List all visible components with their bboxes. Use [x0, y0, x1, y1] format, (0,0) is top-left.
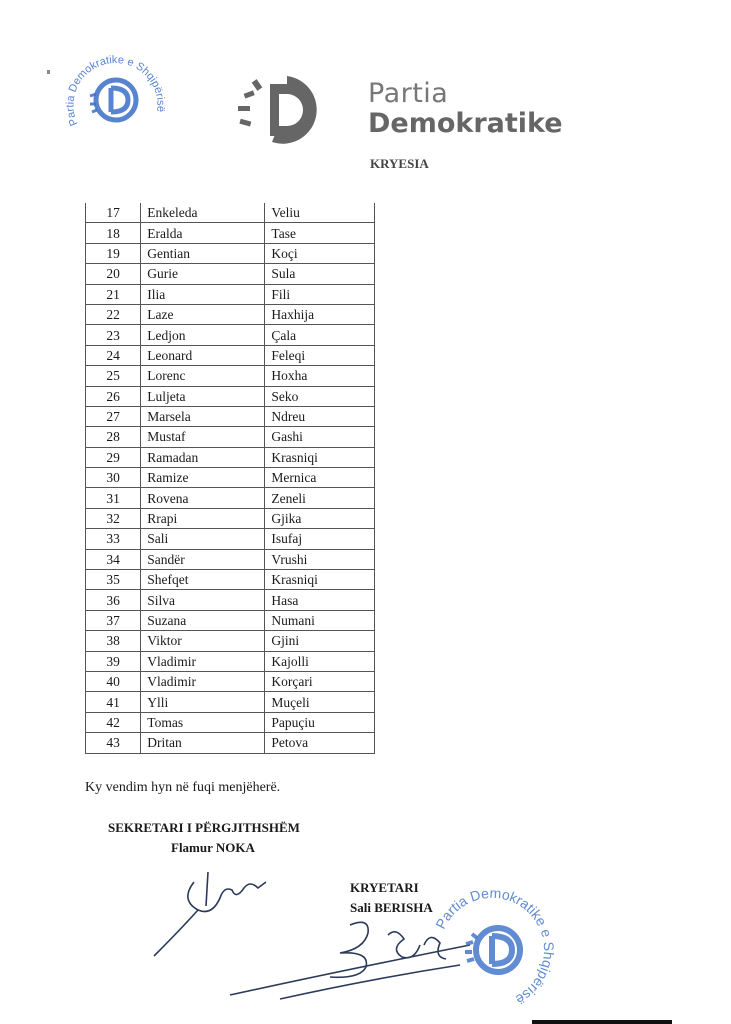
table-row	[86, 692, 375, 712]
row-number: 41	[86, 692, 141, 712]
table-row	[86, 366, 375, 386]
secretary-name: Flamur NOKA	[171, 840, 255, 855]
row-number: 17	[86, 203, 141, 223]
table-row	[86, 712, 375, 732]
row-number: 30	[86, 468, 141, 488]
row-number: 32	[86, 508, 141, 528]
row-number: 40	[86, 671, 141, 691]
first-name-cell: Lorenc	[141, 366, 265, 386]
last-name-cell: Veliu	[265, 203, 375, 223]
last-name-cell: Tase	[265, 223, 375, 243]
last-name-cell: Ndreu	[265, 406, 375, 426]
last-name-cell: Seko	[265, 386, 375, 406]
brand-name-line1: Partia	[368, 78, 449, 109]
first-name-cell: Ramadan	[141, 447, 265, 467]
first-name-cell: Laze	[141, 304, 265, 324]
table-row	[86, 447, 375, 467]
stamp-top-text: Partia Demokratike e Shqipërisë	[64, 53, 167, 128]
first-name-cell: Sali	[141, 529, 265, 549]
first-name-cell: Leonard	[141, 345, 265, 365]
row-number: 34	[86, 549, 141, 569]
last-name-cell: Gashi	[265, 427, 375, 447]
party-logo-icon	[232, 70, 332, 150]
table-row	[86, 264, 375, 284]
table-row	[86, 345, 375, 365]
table-row	[86, 406, 375, 426]
last-name-cell: Isufaj	[265, 529, 375, 549]
row-number: 19	[86, 243, 141, 263]
first-name-cell: Marsela	[141, 406, 265, 426]
last-name-cell: Muçeli	[265, 692, 375, 712]
scan-artifact-bar	[532, 1020, 672, 1024]
brand-name-line2: Demokratike	[368, 108, 563, 139]
row-number: 18	[86, 223, 141, 243]
first-name-cell: Ylli	[141, 692, 265, 712]
row-number: 22	[86, 304, 141, 324]
first-name-cell: Suzana	[141, 610, 265, 630]
row-number: 27	[86, 406, 141, 426]
last-name-cell: Gjini	[265, 631, 375, 651]
row-number: 39	[86, 651, 141, 671]
last-name-cell: Numani	[265, 610, 375, 630]
table-row	[86, 570, 375, 590]
decision-statement: Ky vendim hyn në fuqi menjëherë.	[85, 780, 281, 795]
table-row	[86, 203, 375, 223]
first-name-cell: Mustaf	[141, 427, 265, 447]
last-name-cell: Kajolli	[265, 651, 375, 671]
table-row	[86, 223, 375, 243]
last-name-cell: Gjika	[265, 508, 375, 528]
first-name-cell: Rovena	[141, 488, 265, 508]
first-name-cell: Rrapi	[141, 508, 265, 528]
first-name-cell: Gentian	[141, 243, 265, 263]
first-name-cell: Dritan	[141, 733, 265, 753]
first-name-cell: Ramize	[141, 468, 265, 488]
first-name-cell: Luljeta	[141, 386, 265, 406]
table-row	[86, 386, 375, 406]
stamp-top-icon	[56, 28, 174, 158]
first-name-cell: Tomas	[141, 712, 265, 732]
first-name-cell: Ledjon	[141, 325, 265, 345]
row-number: 36	[86, 590, 141, 610]
row-number: 21	[86, 284, 141, 304]
row-number: 24	[86, 345, 141, 365]
last-name-cell: Hasa	[265, 590, 375, 610]
table-row	[86, 427, 375, 447]
table-row	[86, 651, 375, 671]
chairman-name: Sali BERISHA	[350, 900, 433, 915]
row-number: 28	[86, 427, 141, 447]
table-row	[86, 508, 375, 528]
row-number: 23	[86, 325, 141, 345]
row-number: 29	[86, 447, 141, 467]
document-subtitle: KRYESIA	[370, 156, 429, 171]
secretary-title: SEKRETARI I PËRGJITHSHËM	[108, 820, 300, 835]
row-number: 42	[86, 712, 141, 732]
last-name-cell: Krasniqi	[265, 570, 375, 590]
table-row	[86, 671, 375, 691]
first-name-cell: Enkeleda	[141, 203, 265, 223]
first-name-cell: Shefqet	[141, 570, 265, 590]
last-name-cell: Korçari	[265, 671, 375, 691]
first-name-cell: Vladimir	[141, 651, 265, 671]
last-name-cell: Koçi	[265, 243, 375, 263]
row-number: 37	[86, 610, 141, 630]
last-name-cell: Fili	[265, 284, 375, 304]
scan-artifact	[47, 70, 50, 74]
table-row	[86, 733, 375, 753]
stamp-bottom-text: Partia Demokratike e Shqipërisë	[432, 884, 558, 1009]
last-name-cell: Çala	[265, 325, 375, 345]
table-row	[86, 488, 375, 508]
table-row	[86, 468, 375, 488]
first-name-cell: Eralda	[141, 223, 265, 243]
last-name-cell: Mernica	[265, 468, 375, 488]
table-row	[86, 610, 375, 630]
table-row	[86, 590, 375, 610]
first-name-cell: Gurie	[141, 264, 265, 284]
row-number: 35	[86, 570, 141, 590]
last-name-cell: Feleqi	[265, 345, 375, 365]
table-row	[86, 325, 375, 345]
first-name-cell: Ilia	[141, 284, 265, 304]
last-name-cell: Papuçiu	[265, 712, 375, 732]
row-number: 25	[86, 366, 141, 386]
chairman-title: KRYETARI	[350, 880, 419, 895]
members-table	[85, 203, 375, 754]
last-name-cell: Petova	[265, 733, 375, 753]
table-row	[86, 243, 375, 263]
first-name-cell: Silva	[141, 590, 265, 610]
row-number: 31	[86, 488, 141, 508]
row-number: 38	[86, 631, 141, 651]
last-name-cell: Haxhija	[265, 304, 375, 324]
last-name-cell: Hoxha	[265, 366, 375, 386]
row-number: 33	[86, 529, 141, 549]
row-number: 26	[86, 386, 141, 406]
table-row	[86, 284, 375, 304]
last-name-cell: Zeneli	[265, 488, 375, 508]
table-row	[86, 529, 375, 549]
row-number: 43	[86, 733, 141, 753]
first-name-cell: Sandër	[141, 549, 265, 569]
stamp-bottom-icon	[420, 872, 568, 1012]
first-name-cell: Viktor	[141, 631, 265, 651]
last-name-cell: Krasniqi	[265, 447, 375, 467]
table-row	[86, 304, 375, 324]
last-name-cell: Vrushi	[265, 549, 375, 569]
row-number: 20	[86, 264, 141, 284]
table-row	[86, 549, 375, 569]
table-row	[86, 631, 375, 651]
first-name-cell: Vladimir	[141, 671, 265, 691]
last-name-cell: Sula	[265, 264, 375, 284]
